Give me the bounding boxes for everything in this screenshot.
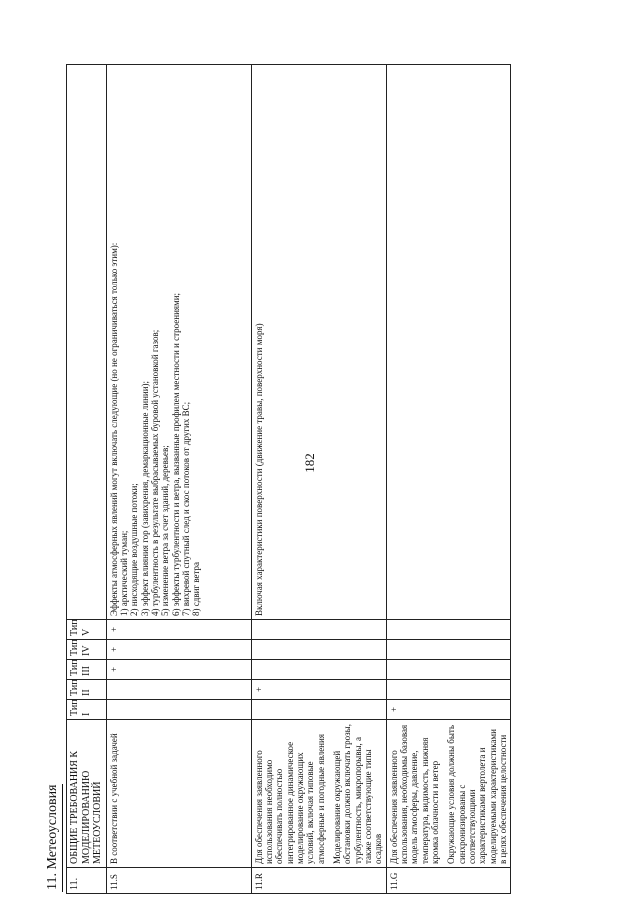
note-item: 8) сдвиг ветра (191, 561, 202, 616)
type-5-mark: + (106, 620, 251, 640)
header-requirements: ОБЩИЕ ТРЕБОВАНИЯ К МОДЕЛИРОВАНИЮ МЕТЕОУСЛОВИЙ (67, 720, 107, 868)
row-requirement (386, 720, 511, 868)
page-number: 182 (301, 453, 317, 473)
table-row (386, 65, 511, 894)
header-type-5: Тип V (67, 620, 107, 640)
header-type-3: Тип III (67, 660, 107, 680)
header-type-2: Тип II (67, 680, 107, 700)
header-num: 11. (67, 868, 107, 894)
note-item: 1) арктический туман; (118, 530, 129, 616)
requirement-paragraph: Моделирование окружающей обстановки должно включать грозы, турбулентность, микропорывы, а также соответствующие типы осадков (331, 724, 384, 864)
type-4-mark (251, 640, 386, 660)
type-1-mark: + (386, 700, 511, 720)
type-2-mark (106, 680, 251, 700)
table-row (251, 65, 386, 894)
note-item: 7) вихревой спутный след и скос потоков от других ВС; (180, 401, 191, 616)
type-3-mark (251, 660, 386, 680)
table-header-row (67, 65, 107, 894)
type-2-mark (386, 680, 511, 700)
requirement-paragraph: Для обеспечения заявленного использования необходимо обеспечивать полностью интегрированное динамическое моделирование окружающих условий, включая типовые атмосферные и погодные явления (253, 734, 326, 864)
note-item: 4) турбулентность в результате выбрасываемых буровой установкой газов; (149, 329, 160, 616)
requirement-paragraph: Окружающие условия должны быть синхронизированы с соответствующими характеристиками вертолета и моделируемыми характеристиками в целях обеспечения целостности (446, 725, 509, 864)
type-2-mark: + (251, 680, 386, 700)
header-type-4: Тип IV (67, 640, 107, 660)
requirement-paragraph: Для обеспечения заявленного использования, необходимы базовая модель атмосферы, давление, температура, видимость, нижняя кромка облачности и ветер (388, 724, 440, 864)
type-3-mark: + (106, 660, 251, 680)
type-4-mark (386, 640, 511, 660)
note-item: 6) эффекты турбулентности и ветра, вызванные профилем местности и строениями; (170, 292, 181, 616)
table-row (106, 65, 251, 894)
row-requirement: В соответствии с учебной задачей (106, 720, 251, 868)
type-1-mark (106, 700, 251, 720)
type-4-mark: + (106, 640, 251, 660)
requirements-table (66, 64, 511, 894)
type-3-mark (386, 660, 511, 680)
note-item: 5) изменение ветра за счет зданий, деревьев; (160, 445, 171, 616)
note-intro: Эффекты атмосферных явлений могут включать следующие (но не ограничиваться только этим): (108, 242, 119, 616)
section-title: 11. Метеоусловия (40, 785, 66, 895)
row-id: 11.G (386, 868, 511, 894)
row-note (106, 65, 251, 620)
row-requirement (251, 720, 386, 868)
header-type-1: Тип I (67, 700, 107, 720)
header-notes (67, 65, 107, 620)
type-1-mark (251, 700, 386, 720)
row-id: 11.R (251, 868, 386, 894)
type-5-mark (251, 620, 386, 640)
rotated-table-sheet (40, 64, 509, 894)
row-id: 11.S (106, 868, 251, 894)
note-item: 2) нисходящие воздушные потоки; (129, 483, 140, 616)
row-note (386, 65, 511, 620)
type-5-mark (386, 620, 511, 640)
row-note: Включая характеристики поверхности (движение травы, поверхности моря) (251, 65, 386, 620)
note-item: 3) эффект влияния гор (завихрения, демаркационные линии); (139, 380, 150, 616)
